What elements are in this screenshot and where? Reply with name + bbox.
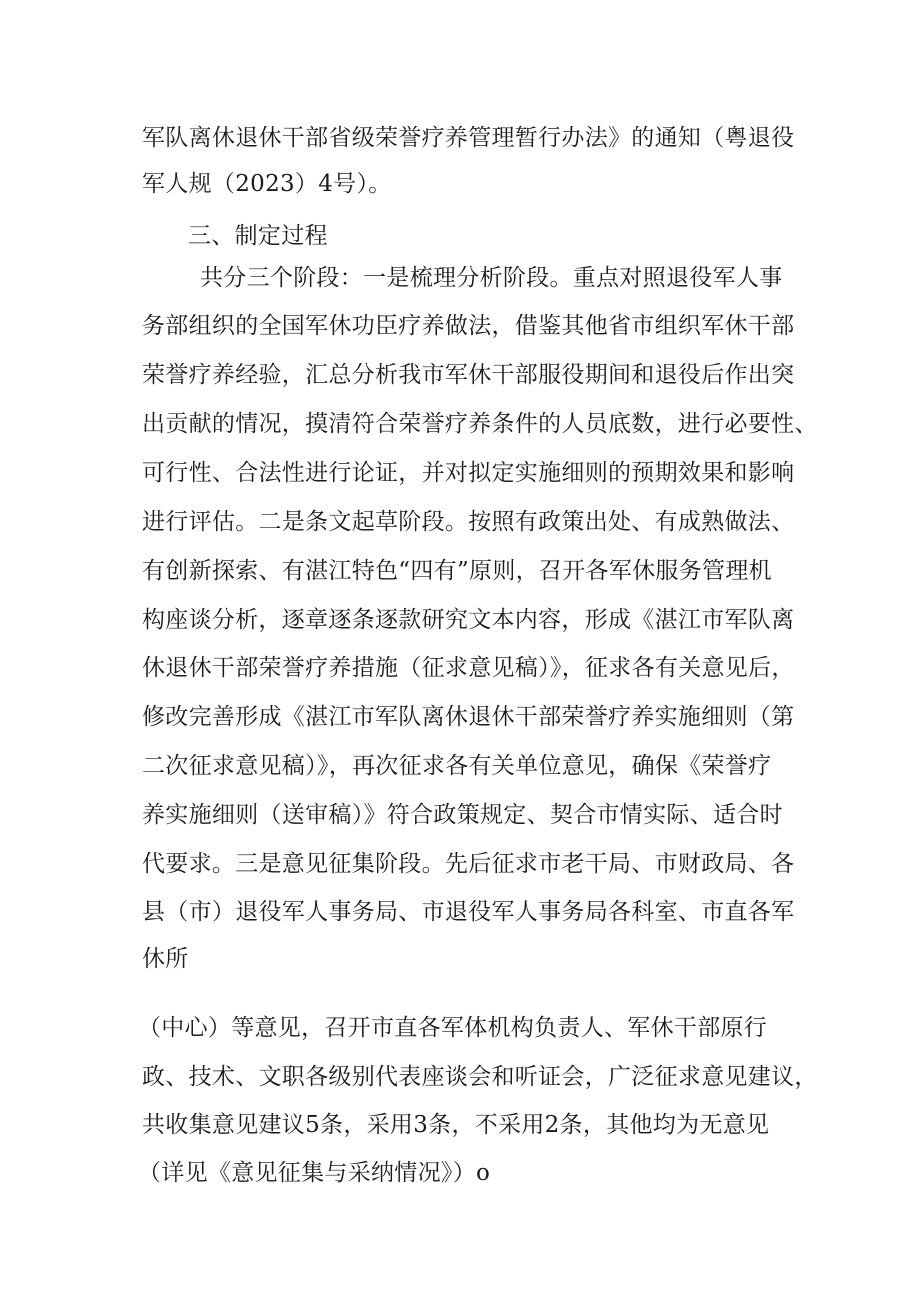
paragraph-line-9: 休退休干部荣誉疗养措施（征求意见稿）》，征求各有关意见后，	[142, 655, 795, 681]
continuation-line-2: 政、技术、文职各级别代表座谈会和听证会，广泛征求意见建议，	[142, 1064, 818, 1090]
paragraph-line-13: 代要求。三是意见征集阶段。先后征求市老干局、市财政局、各	[142, 851, 795, 877]
paragraph-line-15: 休所	[142, 946, 189, 972]
paragraph-line-8: 构座谈分析，逐章逐条逐款研究文本内容，形成《湛江市军队离	[142, 607, 795, 633]
paragraph-line-6: 进行评估。二是条文起草阶段。按照有政策出处、有成熟做法、	[142, 509, 795, 535]
paragraph-line-7: 有创新探索、有湛江特色“四有”原则，召开各军休服务管理机	[142, 558, 772, 584]
paragraph-line-14: 县（市）退役军人事务局、市退役军人事务局各科室、市直各军	[142, 899, 795, 925]
paragraph-line-12: 养实施细则（送审稿）》符合政策规定、契合市情实际、适合时	[142, 802, 783, 828]
paragraph-line-4: 出贡献的情况，摸清符合荣誉疗养条件的人员底数，进行必要性、	[142, 411, 818, 437]
section-heading: 三、制定过程	[188, 223, 328, 249]
paragraph-line-10: 修改完善形成《湛江市军队离休退休干部荣誉疗养实施细则（第	[142, 704, 795, 730]
paragraph-line-2: 务部组织的全国军休功臣疗养做法，借鉴其他省市组织军休干部	[142, 313, 795, 339]
continuation-line-1: （中心）等意见，召开市直各军体机构负责人、军休干部原行	[138, 1015, 768, 1041]
intro-line-2: 军人规（2023）4号）。	[142, 171, 392, 197]
continuation-line-4: （详见《意见征集与采纳情况》）o	[138, 1160, 491, 1186]
paragraph-line-11: 二次征求意见稿）》，再次征求各有关单位意见，确保《荣誉疗	[142, 753, 772, 779]
intro-line-1: 军队离休退休干部省级荣誉疗养管理暂行办法》的通知（粤退役	[142, 125, 795, 151]
paragraph-line-3: 荣誉疗养经验，汇总分析我市军休干部服役期间和退役后作出突	[142, 362, 795, 388]
continuation-line-3: 共收集意见建议5条，采用3条，不采用2条，其他均为无意见	[142, 1112, 770, 1138]
paragraph-line-5: 可行性、合法性进行论证，并对拟定实施细则的预期效果和影响	[142, 460, 795, 486]
paragraph-line-1: 共分三个阶段：一是梳理分析阶段。重点对照退役军人事	[200, 265, 783, 291]
